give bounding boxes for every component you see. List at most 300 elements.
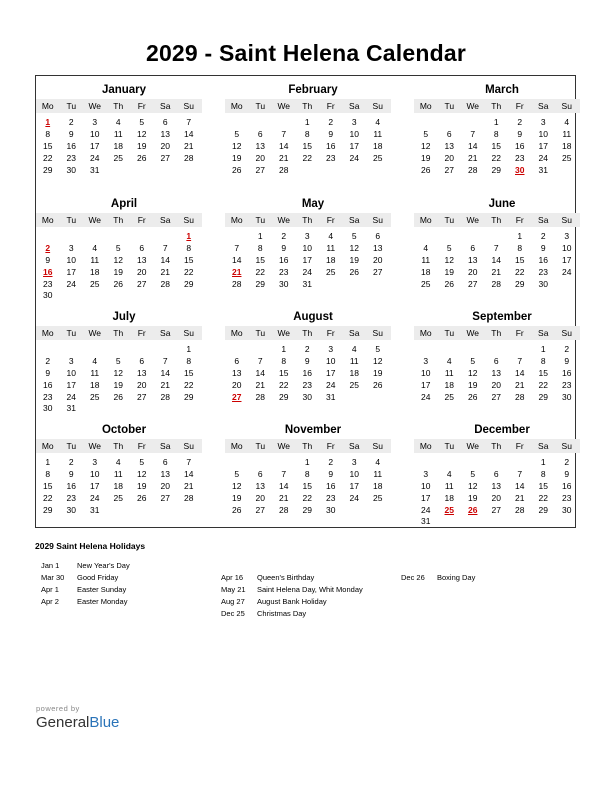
- holiday-name: New Year's Day: [77, 561, 130, 570]
- empty-day-cell: [508, 176, 532, 188]
- empty-day-cell: [249, 516, 273, 528]
- weekday-label: Sa: [538, 215, 549, 225]
- day-cell: 19: [232, 492, 242, 503]
- day-cell: 16: [538, 254, 548, 265]
- empty-day-cell: [414, 231, 438, 243]
- week-row: [36, 117, 202, 129]
- week-row: [414, 279, 580, 291]
- empty-day-cell: [83, 176, 107, 188]
- day-cell: 26: [349, 266, 359, 277]
- day-cell: 22: [184, 379, 194, 390]
- day-cell: 17: [66, 266, 76, 277]
- day-cell: 14: [184, 128, 194, 139]
- empty-day-cell: [319, 290, 343, 302]
- day-cell: 21: [279, 492, 289, 503]
- day-cell: 24: [349, 492, 359, 503]
- empty-day-cell: [83, 290, 107, 302]
- holiday-name: Boxing Day: [437, 573, 476, 582]
- day-cell: 10: [421, 480, 431, 491]
- weekday-label: We: [466, 328, 480, 338]
- day-cell: 3: [564, 231, 570, 241]
- day-cell: 16: [66, 480, 76, 491]
- day-cell: 3: [68, 355, 74, 366]
- day-cell: 11: [421, 254, 431, 265]
- day-cell: 24: [421, 391, 431, 402]
- empty-day-cell: [107, 231, 131, 243]
- weekday-label: We: [88, 101, 102, 111]
- day-cell: 9: [564, 355, 570, 366]
- week-row: [225, 141, 391, 153]
- empty-day-cell: [36, 516, 60, 528]
- day-cell: 11: [373, 468, 383, 479]
- weekday-label: We: [88, 328, 102, 338]
- holiday-date: Apr 1: [41, 585, 59, 594]
- holiday-name: August Bank Holiday: [257, 597, 327, 606]
- day-cell: 2: [564, 344, 570, 354]
- day-cell: 15: [279, 367, 289, 378]
- day-cell: 11: [444, 367, 454, 378]
- day-cell: 15: [538, 480, 548, 491]
- day-cell: 15: [491, 140, 501, 151]
- day-cell: 31: [326, 391, 336, 402]
- day-cell: 19: [232, 152, 242, 163]
- day-cell: 2: [564, 457, 570, 467]
- week-row: [36, 481, 202, 493]
- weekday-label: Sa: [160, 101, 171, 111]
- empty-day-cell: [414, 403, 438, 415]
- weekday-label: Th: [113, 101, 124, 111]
- day-cell: 6: [234, 355, 240, 366]
- day-cell: 1: [45, 457, 51, 467]
- empty-day-cell: [508, 457, 532, 469]
- day-cell: 5: [139, 457, 145, 467]
- day-cell: 19: [113, 379, 123, 390]
- day-cell: 9: [45, 367, 51, 378]
- day-cell: 13: [232, 367, 242, 378]
- month-july: [36, 309, 202, 415]
- empty-day-cell: [107, 176, 131, 188]
- day-cell: 24: [90, 152, 100, 163]
- day-cell: 20: [373, 254, 383, 265]
- empty-day-cell: [555, 403, 579, 415]
- week-row: [225, 516, 391, 528]
- weekday-header: [414, 326, 580, 340]
- day-cell: 19: [137, 480, 147, 491]
- weekday-label: Th: [491, 215, 502, 225]
- day-cell: 18: [373, 140, 383, 151]
- day-cell: 22: [515, 266, 525, 277]
- day-cell: 14: [255, 367, 265, 378]
- empty-day-cell: [508, 516, 532, 528]
- week-row: [414, 516, 580, 528]
- empty-day-cell: [461, 290, 485, 302]
- day-cell: 20: [255, 492, 265, 503]
- day-cell: 14: [515, 367, 525, 378]
- day-cell: 11: [444, 480, 454, 491]
- empty-day-cell: [319, 516, 343, 528]
- weekday-label: Th: [491, 441, 502, 451]
- holidays-title: 2029 Saint Helena Holidays: [35, 541, 146, 551]
- day-cell: 31: [66, 403, 76, 414]
- day-cell: 16: [515, 140, 525, 151]
- day-cell: 18: [113, 480, 123, 491]
- empty-day-cell: [366, 505, 390, 517]
- day-cell: 7: [281, 128, 287, 139]
- empty-day-cell: [461, 344, 485, 356]
- weekday-label: Tu: [255, 328, 266, 338]
- day-cell: 25: [113, 492, 123, 503]
- empty-day-cell: [130, 516, 154, 528]
- day-cell: 4: [92, 242, 98, 253]
- empty-day-cell: [107, 165, 131, 177]
- day-cell: 7: [186, 457, 192, 467]
- day-cell: 21: [160, 379, 170, 390]
- day-cell: 5: [115, 242, 121, 253]
- day-cell: 20: [491, 492, 501, 503]
- empty-day-cell: [438, 117, 462, 129]
- weekday-label: Mo: [41, 328, 54, 338]
- day-cell: 16: [279, 254, 289, 265]
- week-row: [225, 356, 391, 368]
- empty-day-cell: [249, 290, 273, 302]
- weekday-label: Su: [372, 441, 383, 451]
- weekday-label: Fr: [326, 215, 335, 225]
- day-cell: 23: [562, 379, 572, 390]
- weekday-label: Mo: [230, 328, 243, 338]
- day-cell: 24: [326, 379, 336, 390]
- day-cell: 5: [375, 344, 381, 354]
- day-cell: 29: [538, 391, 548, 402]
- day-cell: 22: [279, 379, 289, 390]
- empty-day-cell: [107, 505, 131, 517]
- weekday-label: Th: [302, 101, 313, 111]
- weekday-label: Fr: [137, 101, 146, 111]
- day-cell: 2: [304, 344, 310, 354]
- empty-day-cell: [272, 457, 296, 469]
- brand-logo[interactable]: [36, 714, 119, 731]
- day-cell: 14: [279, 140, 289, 151]
- day-cell: 8: [304, 468, 310, 479]
- empty-day-cell: [555, 516, 579, 528]
- day-cell: 22: [255, 266, 265, 277]
- week-row: [36, 231, 202, 243]
- day-cell: 30: [66, 164, 76, 175]
- day-cell: 19: [421, 152, 431, 163]
- week-row: [225, 255, 391, 267]
- day-cell: 17: [562, 254, 572, 265]
- day-cell: 26: [421, 164, 431, 175]
- empty-day-cell: [296, 516, 320, 528]
- month-september: [414, 309, 580, 415]
- day-cell: 6: [446, 128, 452, 139]
- empty-day-cell: [461, 231, 485, 243]
- week-row: [414, 505, 580, 517]
- day-cell: 4: [564, 117, 570, 127]
- weekday-label: Su: [183, 328, 194, 338]
- empty-day-cell: [177, 516, 201, 528]
- weekday-label: Th: [302, 215, 313, 225]
- month-name: February: [288, 84, 338, 96]
- week-row: [414, 176, 580, 188]
- day-cell: 22: [43, 152, 53, 163]
- weekday-header: [225, 213, 391, 227]
- week-row: [36, 243, 202, 255]
- holiday-date: Apr 16: [221, 573, 244, 582]
- day-cell: 10: [302, 242, 312, 253]
- day-cell: 21: [184, 140, 194, 151]
- empty-day-cell: [154, 290, 178, 302]
- empty-day-cell: [414, 176, 438, 188]
- day-cell: 24: [349, 152, 359, 163]
- weekday-label: We: [277, 215, 291, 225]
- week-row: [36, 368, 202, 380]
- day-cell: 13: [491, 367, 501, 378]
- day-cell: 9: [304, 355, 310, 366]
- day-cell: 30: [66, 504, 76, 515]
- empty-day-cell: [130, 505, 154, 517]
- day-cell: 26: [137, 152, 147, 163]
- day-cell: 1: [304, 457, 310, 467]
- day-cell: 13: [160, 468, 170, 479]
- month-name: January: [101, 84, 147, 96]
- weekday-label: Th: [302, 328, 313, 338]
- empty-day-cell: [555, 290, 579, 302]
- day-cell: 21: [515, 492, 525, 503]
- week-row: [225, 279, 391, 291]
- day-cell: 27: [373, 266, 383, 277]
- weekday-label: Su: [372, 328, 383, 338]
- empty-day-cell: [177, 403, 201, 415]
- empty-day-cell: [130, 231, 154, 243]
- day-cell: 7: [517, 468, 523, 479]
- day-cell: 15: [302, 140, 312, 151]
- empty-day-cell: [249, 176, 273, 188]
- day-cell: 24: [421, 504, 431, 515]
- holiday-date: Apr 2: [41, 597, 59, 606]
- day-cell: 28: [279, 164, 289, 175]
- day-cell: 30: [302, 391, 312, 402]
- weekday-label: Su: [183, 215, 194, 225]
- empty-day-cell: [36, 344, 60, 356]
- day-cell: 7: [493, 242, 499, 253]
- day-cell: 22: [302, 152, 312, 163]
- week-row: [225, 129, 391, 141]
- day-cell: 9: [281, 242, 287, 253]
- weekday-header: [225, 439, 391, 453]
- empty-day-cell: [60, 231, 84, 243]
- empty-day-cell: [83, 403, 107, 415]
- day-cell: 18: [113, 140, 123, 151]
- day-cell: 29: [184, 278, 194, 289]
- day-cell: 31: [421, 516, 431, 527]
- day-cell: 21: [279, 152, 289, 163]
- day-cell: 23: [66, 152, 76, 163]
- day-cell: 3: [92, 457, 98, 467]
- day-cell: 15: [302, 480, 312, 491]
- week-row: [414, 356, 580, 368]
- empty-day-cell: [60, 516, 84, 528]
- week-row: [225, 231, 391, 243]
- day-cell: 18: [373, 480, 383, 491]
- weekday-label: We: [277, 101, 291, 111]
- day-cell: 7: [234, 242, 240, 253]
- day-cell: 12: [468, 480, 478, 491]
- day-cell: 8: [257, 242, 263, 253]
- day-cell: 4: [328, 231, 334, 241]
- day-cell: 3: [351, 117, 357, 127]
- week-row: [36, 356, 202, 368]
- day-cell: 18: [421, 266, 431, 277]
- day-cell: 31: [538, 164, 548, 175]
- day-cell: 25: [562, 152, 572, 163]
- day-cell: 3: [328, 344, 334, 354]
- empty-day-cell: [272, 516, 296, 528]
- day-cell: 26: [444, 278, 454, 289]
- weekday-label: We: [466, 101, 480, 111]
- day-cell: 5: [351, 231, 357, 241]
- week-row: [36, 457, 202, 469]
- day-cell: 30: [279, 278, 289, 289]
- holiday-day-cell: 30: [515, 164, 525, 175]
- day-cell: 5: [423, 128, 429, 139]
- weekday-label: Sa: [538, 441, 549, 451]
- day-cell: 16: [326, 140, 336, 151]
- empty-day-cell: [107, 516, 131, 528]
- month-name: October: [101, 424, 147, 436]
- weekday-header: [414, 439, 580, 453]
- weekday-label: Th: [491, 101, 502, 111]
- holiday-date: Mar 30: [41, 573, 65, 582]
- day-cell: 8: [493, 128, 499, 139]
- day-cell: 31: [302, 278, 312, 289]
- day-cell: 25: [421, 278, 431, 289]
- day-cell: 14: [515, 480, 525, 491]
- weekday-label: We: [466, 441, 480, 451]
- week-row: [225, 165, 391, 177]
- holiday-column: [41, 560, 130, 608]
- day-cell: 23: [302, 379, 312, 390]
- weekday-label: Su: [183, 101, 194, 111]
- empty-day-cell: [60, 344, 84, 356]
- weekday-label: Fr: [326, 328, 335, 338]
- day-cell: 27: [491, 391, 501, 402]
- day-cell: 22: [538, 379, 548, 390]
- weekday-label: Fr: [137, 441, 146, 451]
- day-cell: 4: [92, 355, 98, 366]
- weekday-label: Sa: [349, 328, 360, 338]
- weekday-label: Tu: [444, 328, 455, 338]
- day-cell: 28: [491, 278, 501, 289]
- empty-day-cell: [225, 516, 249, 528]
- empty-day-cell: [249, 117, 273, 129]
- empty-day-cell: [249, 344, 273, 356]
- month-name: December: [474, 424, 530, 436]
- empty-day-cell: [319, 176, 343, 188]
- empty-day-cell: [130, 403, 154, 415]
- week-row: [414, 141, 580, 153]
- empty-day-cell: [532, 403, 556, 415]
- holiday-column: [221, 572, 363, 620]
- day-cell: 28: [515, 391, 525, 402]
- week-row: [414, 403, 580, 415]
- day-cell: 29: [43, 504, 53, 515]
- day-cell: 13: [137, 254, 147, 265]
- day-cell: 29: [43, 164, 53, 175]
- day-cell: 27: [444, 164, 454, 175]
- day-cell: 22: [184, 266, 194, 277]
- day-cell: 4: [351, 344, 357, 354]
- holiday-name: Easter Monday: [77, 597, 128, 606]
- month-august: [225, 309, 391, 415]
- day-cell: 5: [115, 355, 121, 366]
- empty-day-cell: [414, 117, 438, 129]
- day-cell: 21: [491, 266, 501, 277]
- weekday-label: Su: [561, 101, 572, 111]
- holiday-name: Good Friday: [77, 573, 119, 582]
- weekday-label: Mo: [419, 328, 432, 338]
- day-cell: 2: [517, 117, 523, 127]
- day-cell: 6: [257, 128, 263, 139]
- weekday-label: Tu: [444, 101, 455, 111]
- day-cell: 30: [562, 504, 572, 515]
- weekday-label: Su: [561, 441, 572, 451]
- holiday-item: [221, 572, 363, 584]
- day-cell: 12: [421, 140, 431, 151]
- day-cell: 17: [349, 480, 359, 491]
- day-cell: 15: [538, 367, 548, 378]
- weekday-header: [225, 326, 391, 340]
- day-cell: 17: [90, 480, 100, 491]
- day-cell: 8: [281, 355, 287, 366]
- day-cell: 11: [90, 367, 100, 378]
- day-cell: 19: [349, 254, 359, 265]
- month-april: [36, 196, 202, 302]
- day-cell: 25: [373, 152, 383, 163]
- day-cell: 28: [184, 152, 194, 163]
- day-cell: 2: [68, 457, 74, 467]
- day-cell: 25: [90, 391, 100, 402]
- week-row: [414, 243, 580, 255]
- day-cell: 27: [160, 492, 170, 503]
- week-row: [36, 176, 202, 188]
- day-cell: 27: [137, 278, 147, 289]
- day-cell: 17: [66, 379, 76, 390]
- day-cell: 13: [444, 140, 454, 151]
- day-cell: 12: [232, 480, 242, 491]
- empty-day-cell: [272, 176, 296, 188]
- weekday-label: Mo: [230, 101, 243, 111]
- empty-day-cell: [225, 231, 249, 243]
- month-october: [36, 422, 202, 528]
- empty-day-cell: [485, 231, 509, 243]
- holiday-item: [41, 596, 130, 608]
- weekday-label: We: [277, 328, 291, 338]
- day-cell: 13: [255, 140, 265, 151]
- day-cell: 28: [160, 278, 170, 289]
- day-cell: 26: [232, 504, 242, 515]
- empty-day-cell: [177, 176, 201, 188]
- day-cell: 24: [90, 492, 100, 503]
- day-cell: 10: [90, 128, 100, 139]
- day-cell: 31: [90, 504, 100, 515]
- day-cell: 6: [493, 468, 499, 479]
- week-row: [225, 469, 391, 481]
- day-cell: 3: [540, 117, 546, 127]
- holiday-date: Jan 1: [41, 561, 60, 570]
- month-november: [225, 422, 391, 528]
- holiday-name: Saint Helena Day, Whit Monday: [257, 585, 363, 594]
- day-cell: 4: [423, 242, 429, 253]
